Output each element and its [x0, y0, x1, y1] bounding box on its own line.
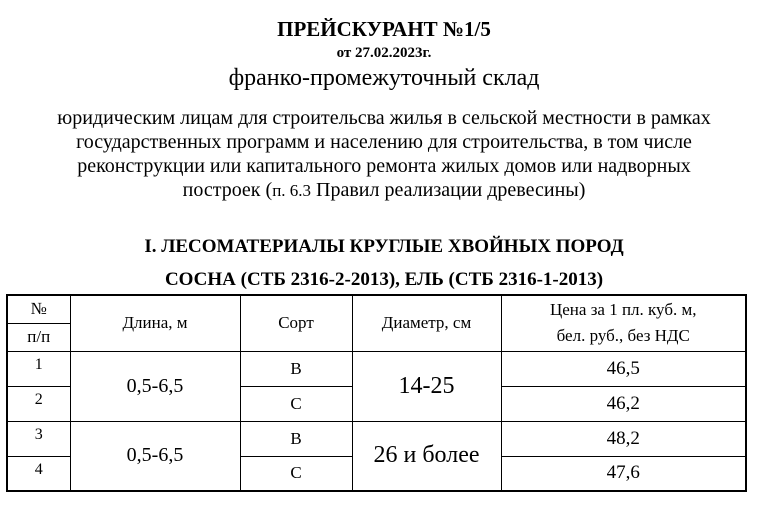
header-num-symbol: №: [7, 295, 70, 323]
price-table: [6, 294, 747, 492]
header-price-line1: Цена за 1 пл. куб. м,: [549, 300, 697, 320]
description-paragraph: [0, 106, 768, 203]
header-grade: Сорт: [240, 295, 352, 351]
delivery-terms: франко-промежуточный склад: [228, 65, 540, 91]
length-value: 0,5-6,5: [70, 421, 240, 491]
section-title: I. ЛЕСОМАТЕРИАЛЫ КРУГЛЫЕ ХВОЙНЫХ ПОРОД: [144, 236, 624, 257]
header-num-label: п/п: [7, 323, 70, 351]
row-number: 3: [7, 421, 70, 456]
price-value: 48,2: [501, 421, 746, 456]
table-header-row: [7, 295, 746, 323]
grade-value: В: [240, 421, 352, 456]
length-value: 0,5-6,5: [70, 351, 240, 421]
description-line: юридическим лицам для строительсва жилья в сельской местности в рамках: [57, 107, 711, 129]
table-row: [7, 351, 746, 386]
row-number: 4: [7, 456, 70, 491]
description-last-main: построек (: [182, 179, 273, 201]
description-line: [0, 178, 768, 203]
description-line: государственных программ и населению для строительства, в том числе: [76, 131, 692, 153]
row-number: 1: [7, 351, 70, 386]
price-list-date: от 27.02.2023г.: [336, 45, 432, 61]
row-number: 2: [7, 386, 70, 421]
grade-value: С: [240, 456, 352, 491]
header-price: [501, 295, 746, 351]
price-value: 46,5: [501, 351, 746, 386]
price-value: 46,2: [501, 386, 746, 421]
description-clause-ref: п. 6.3: [272, 181, 312, 200]
description-last-end: Правил реализации древесины): [311, 179, 586, 201]
header-diameter: Диаметр, см: [352, 295, 501, 351]
price-list-title: ПРЕЙСКУРАНТ №1/5: [277, 17, 491, 41]
description-line: реконструкции или капитального ремонта жилых домов или надворных: [77, 155, 691, 177]
grade-value: С: [240, 386, 352, 421]
header-length: Длина, м: [70, 295, 240, 351]
header-price-line2: бел. руб., без НДС: [556, 326, 690, 346]
diameter-value: 26 и более: [352, 421, 501, 491]
diameter-value: 14-25: [352, 351, 501, 421]
price-value: 47,6: [501, 456, 746, 491]
section-subtitle: СОСНА (СТБ 2316-2-2013), ЕЛЬ (СТБ 2316-1-2013): [164, 269, 604, 290]
table-row: [7, 421, 746, 456]
grade-value: В: [240, 351, 352, 386]
